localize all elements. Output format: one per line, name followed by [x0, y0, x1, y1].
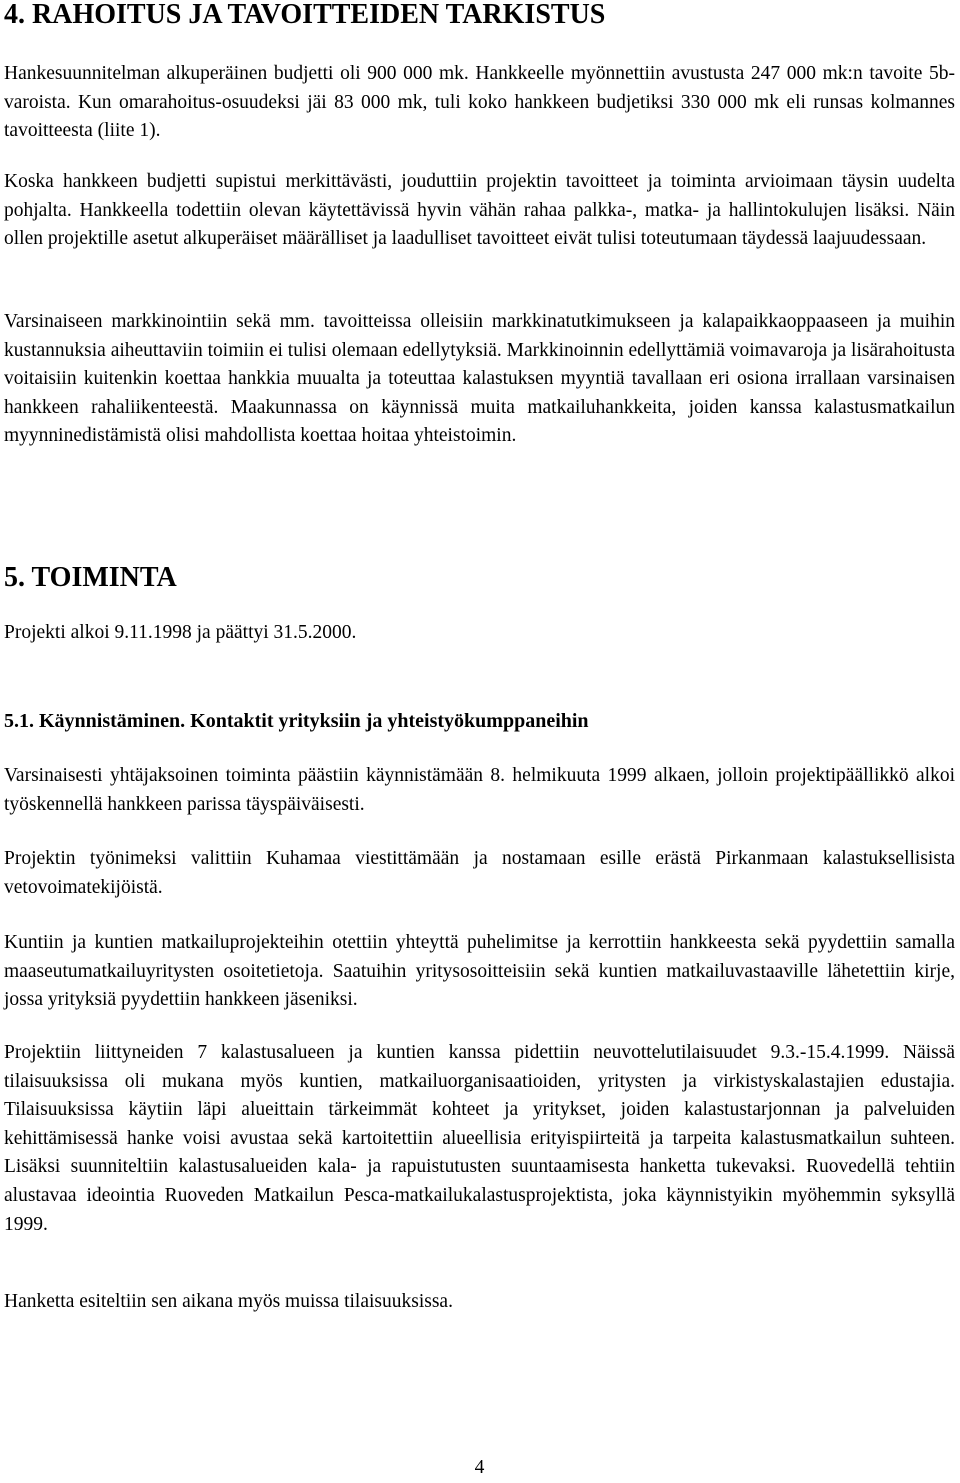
paragraph-project-dates: Projekti alkoi 9.11.1998 ja päättyi 31.5.2000.: [4, 622, 357, 643]
section-heading-rahoitus: 4. RAHOITUS JA TAVOITTEIDEN TARKISTUS: [4, 0, 606, 30]
section-heading-toiminta: 5. TOIMINTA: [4, 562, 177, 593]
paragraph-municipalities: Kuntiin ja kuntien matkailuprojekteihin otettiin yhteyttä puhelimitse ja kerrottiin hankkeesta sekä pyydettiin samalla maaseutumatkailuyritysten osoitetietoja. Saatuihin yritysosoitteisiin sekä kuntien matkailuvastaaville lähetettiin kirje, jossa yrityksiä pyydettiin hankkeen jäseniksi.: [4, 932, 955, 1011]
page-number: 4: [474, 1457, 485, 1478]
document-page: [4, 0, 955, 1478]
paragraph-start: Varsinaisesti yhtäjaksoinen toiminta päästiin käynnistämään 8. helmikuuta 1999 alkaen, jolloin projektipäällikkö alkoi työskennellä hankkeen parissa täyspäiväisesti.: [4, 765, 955, 815]
subsection-heading-kaynnistaminen: 5.1. Käynnistäminen. Kontaktit yrityksiin ja yhteistyökumppaneihin: [4, 710, 589, 732]
paragraph-goals-revision: Koska hankkeen budjetti supistui merkittävästi, jouduttiin projektin tavoitteet ja toiminta arvioimaan täysin uudelta pohjalta. Hankkeella todettiin olevan käytettävissä hyvin vähän rahaa palkka-, matka- ja hallintokulujen lisäksi. Näin ollen projektille asetut alkuperäiset määrälliset ja laadulliset tavoitteet eivät tulisi toteutumaan täydessä laajuudessaan.: [4, 171, 955, 250]
paragraph-negotiations: Projektiin liittyneiden 7 kalastusalueen ja kuntien kanssa pidettiin neuvottelutilaisuudet 9.3.-15.4.1999. Näissä tilaisuuksissa oli mukana myös kuntien, matkailuorganisaatioiden, yritysten ja virkistyskalastajien edustajia. Tilaisuuksissa käytiin läpi alueittain tärkeimmät kohteet ja yritykset, joiden kalastustarjonnan ja palveluiden kehittämisessä hanke voisi avustaa sekä kartoitettiin alueellisia erityispiirteitä ja tarpeita kalastusmatkailun suhteen. Lisäksi suunniteltiin kalastusalueiden kala- ja rapuistutusten suuntaamisesta hanketta tukevaksi. Ruovedellä tehtiin alustavaa ideointia Ruoveden Matkailun Pesca-matkailukalastusprojektista, joka käynnistyikin myöhemmin syksyllä 1999.: [4, 1042, 955, 1235]
paragraph-work-name: Projektin työnimeksi valittiin Kuhamaa viestittämään ja nostamaan esille erästä Pirkanmaan kalastuksellisista vetovoimatekijöistä.: [4, 848, 955, 898]
paragraph-budget: Hankesuunnitelman alkuperäinen budjetti oli 900 000 mk. Hankkeelle myönnettiin avustusta 247 000 mk:n tavoite 5b-varoista. Kun omarahoitus-osuudeksi jäi 83 000 mk, tuli koko hankkeen budjetiksi 330 000 mk eli runsas kolmannes tavoitteesta (liite 1).: [4, 63, 955, 142]
paragraph-marketing: Varsinaiseen markkinointiin sekä mm. tavoitteissa olleisiin markkinatutkimukseen ja kalapaikkaoppaaseen ja muihin kustannuksia aiheuttaviin toimiin ei tulisi olemaan edellytyksiä. Markkinoinnin edellyttämiä voimavaroja ja lisärahoitusta voitaisiin kuitenkin koettaa hankkia muualta ja toteuttaa kalastuksen myyntiä tavallaan eri osiona irrallaan varsinaisen hankkeen rahaliikenteestä. Maakunnassa on käynnissä muita matkailuhankkeita, joiden kanssa kalastusmatkailun myynninedistämistä olisi mahdollista koettaa hoitaa yhteistoimin.: [4, 311, 955, 447]
paragraph-other-events: Hanketta esiteltiin sen aikana myös muissa tilaisuuksissa.: [4, 1291, 453, 1312]
